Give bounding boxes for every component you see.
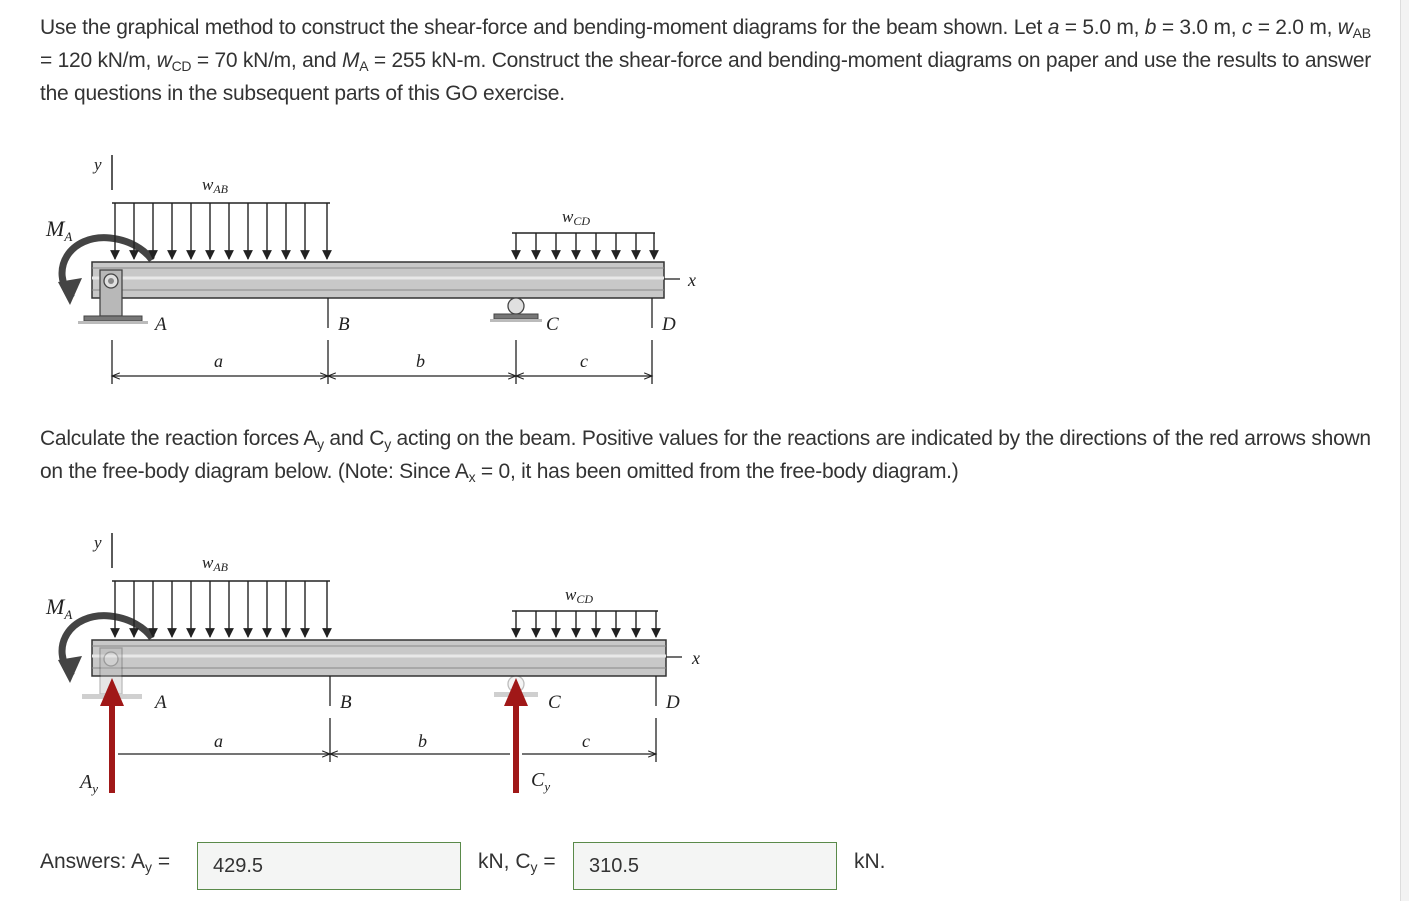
fbd-point-c-label: C (548, 692, 561, 713)
dimension-lines (112, 340, 652, 384)
fbd-load-wab-label: wAB (202, 553, 229, 574)
x-axis-label: x (688, 270, 696, 290)
fbd-beam (92, 640, 666, 676)
answers-row (40, 842, 1340, 890)
question-text: Calculate the reaction forces $A_y$ and $C_y$ acting on the beam. Positive values for the reactions are indicated by the directions of the red arrows shown on the free-body diagram below. (Note: Since $A_x = 0$, it has been omitted from the free-body diagram.) (40, 427, 1371, 485)
fbd-y-axis-label: y (94, 533, 102, 552)
fbd-dim-a-label: a (214, 731, 223, 751)
answer-unit-label: kN. (854, 850, 886, 873)
fbd-dimension-lines (118, 718, 656, 762)
scrollbar[interactable] (1400, 0, 1409, 901)
fbd-point-a-label: A (155, 692, 167, 713)
fbd-moment-label: $M_A$ (46, 594, 73, 622)
answer-ay-label: Answers: $A_y$ = (40, 850, 171, 875)
cy-answer-input[interactable] (573, 842, 837, 890)
fbd-load-wcd-label: wCD (565, 585, 594, 606)
reaction-cy-label: $C_y$ (531, 769, 551, 794)
problem-statement: Use the graphical method to construct the shear-force and bending-moment diagrams for the beam shown. Let a = 5.0 m, b = 3.0 m, c = 2.0 m, $w_{AB} = 120$ kN/m, $w_{CD} = 70$ kN/m, and $M_A = 255$ kN-m. Construct the shear-force and bending-moment diagrams on paper and use the results to answer the questions in the subsequent parts of this GO exercise. (40, 16, 1372, 105)
beam (92, 262, 664, 298)
fbd-point-b-label: B (340, 692, 352, 713)
reaction-ay-label: $A_y$ (80, 771, 98, 796)
answer-cy-label: kN, $C_y$ = (478, 850, 556, 875)
dim-a-label: a (214, 351, 223, 371)
point-a-label: A (155, 314, 167, 335)
fbd-x-axis-label: x (692, 648, 700, 668)
fbd-moment-arrowhead-icon (58, 656, 82, 683)
ay-answer-input[interactable] (197, 842, 461, 890)
fbd-point-d-label: D (666, 692, 680, 713)
fbd-dim-c-label: c (582, 731, 590, 751)
load-wcd-label: wCD (562, 207, 591, 228)
free-body-diagram (0, 528, 760, 808)
point-b-label: B (338, 314, 350, 335)
dim-c-label: c (580, 351, 588, 371)
fbd-load-wcd-arrows (516, 611, 656, 637)
roller-support-c (490, 298, 542, 322)
y-axis-label: y (94, 155, 102, 174)
load-wcd-arrows (516, 233, 654, 259)
fbd-dim-b-label: b (418, 731, 427, 751)
load-wab-label: wAB (202, 175, 229, 196)
dim-b-label: b (416, 351, 425, 371)
point-d-label: D (662, 314, 676, 335)
moment-label: $M_A$ (46, 216, 73, 244)
beam-diagram (0, 150, 760, 400)
moment-arrowhead-icon (58, 278, 82, 305)
point-c-label: C (546, 314, 559, 335)
